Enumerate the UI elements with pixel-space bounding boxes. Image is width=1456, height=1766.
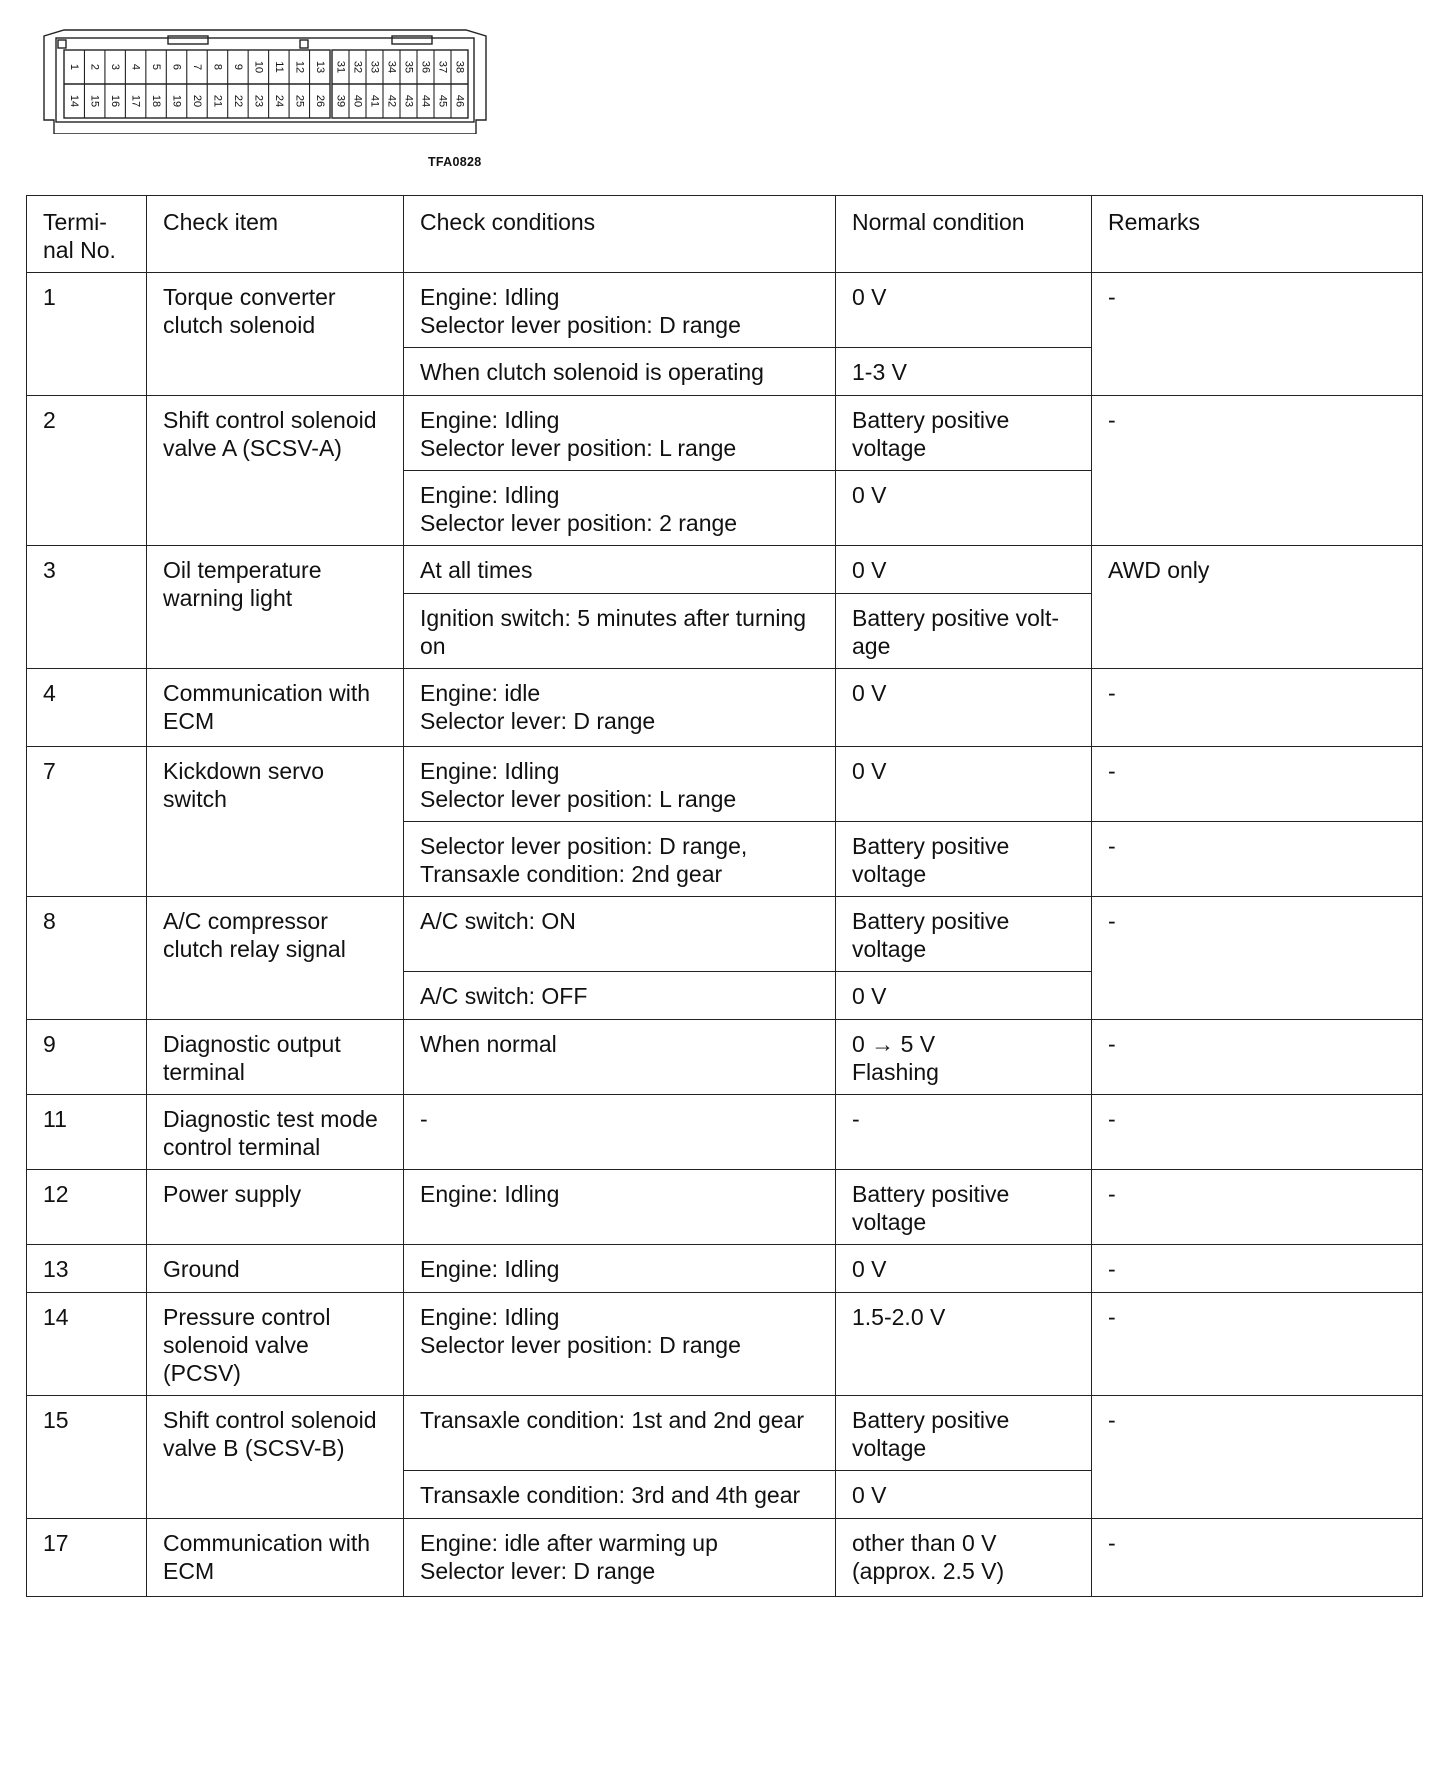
table-row bbox=[27, 546, 1423, 594]
check-condition: A/C switch: ON bbox=[404, 897, 836, 972]
pin-number: 40 bbox=[351, 94, 364, 108]
table-header-row bbox=[27, 196, 1423, 273]
normal-condition: Battery positive voltage bbox=[836, 897, 1092, 972]
pin-number: 2 bbox=[88, 63, 101, 71]
pin-number: 16 bbox=[109, 94, 122, 108]
pin-number: 11 bbox=[272, 61, 285, 73]
check-item: Power supply bbox=[147, 1170, 404, 1245]
check-item: Diagnostic output terminal bbox=[147, 1020, 404, 1095]
check-item: Pressure control solenoid valve (PCSV) bbox=[147, 1293, 404, 1396]
table-row bbox=[27, 747, 1423, 822]
pin-number: 21 bbox=[211, 94, 224, 108]
normal-condition: 0 V bbox=[836, 273, 1092, 348]
table-row bbox=[27, 1293, 1423, 1396]
normal-condition: 0 V bbox=[836, 546, 1092, 594]
normal-condition: other than 0 V (approx. 2.5 V) bbox=[836, 1519, 1092, 1597]
pin-number: 32 bbox=[351, 60, 364, 74]
terminal-number: 17 bbox=[27, 1519, 147, 1597]
terminal-number: 3 bbox=[27, 546, 147, 669]
remarks: - bbox=[1092, 396, 1423, 546]
terminal-number: 7 bbox=[27, 747, 147, 897]
pin-number: 46 bbox=[453, 94, 466, 108]
check-item: Shift control solenoid valve A (SCSV-A) bbox=[147, 396, 404, 546]
check-condition: Engine: idle Selector lever: D range bbox=[404, 669, 836, 747]
check-condition: Engine: idle after warming up Selector lever: D range bbox=[404, 1519, 836, 1597]
normal-condition: 1-3 V bbox=[836, 348, 1092, 396]
pin-number: 19 bbox=[170, 94, 183, 108]
normal-condition: 0 V bbox=[836, 972, 1092, 1020]
terminal-number: 12 bbox=[27, 1170, 147, 1245]
normal-condition: 0 V bbox=[836, 747, 1092, 822]
normal-condition: 0 V bbox=[836, 471, 1092, 546]
check-condition: Engine: Idling Selector lever position: D range bbox=[404, 273, 836, 348]
remarks: - bbox=[1092, 1519, 1423, 1597]
header-check-item: Check item bbox=[147, 196, 404, 273]
pin-number: 31 bbox=[334, 60, 347, 74]
normal-condition: 0 V bbox=[836, 669, 1092, 747]
check-item: A/C compressor clutch relay signal bbox=[147, 897, 404, 1020]
check-condition: Transaxle condition: 3rd and 4th gear bbox=[404, 1471, 836, 1519]
remarks: - bbox=[1092, 1396, 1423, 1519]
pin-number: 15 bbox=[88, 94, 101, 108]
pin-number: 13 bbox=[313, 60, 326, 74]
terminal-number: 13 bbox=[27, 1245, 147, 1293]
check-condition: Engine: Idling Selector lever position: 2 range bbox=[404, 471, 836, 546]
check-item: Shift control solenoid valve B (SCSV-B) bbox=[147, 1396, 404, 1519]
normal-condition: Battery positive voltage bbox=[836, 1396, 1092, 1471]
pin-number: 43 bbox=[402, 94, 415, 108]
pin-number: 35 bbox=[402, 60, 415, 74]
remarks: - bbox=[1092, 897, 1423, 1020]
terminal-check-table bbox=[26, 195, 1423, 1597]
pin-number: 42 bbox=[385, 94, 398, 108]
pin-number: 41 bbox=[368, 94, 381, 108]
remarks: - bbox=[1092, 1293, 1423, 1396]
check-condition: Engine: Idling Selector lever position: D range bbox=[404, 1293, 836, 1396]
check-condition: A/C switch: OFF bbox=[404, 972, 836, 1020]
check-item: Communication with ECM bbox=[147, 669, 404, 747]
pin-number: 38 bbox=[453, 60, 466, 74]
check-condition: Engine: Idling bbox=[404, 1245, 836, 1293]
pin-number: 3 bbox=[109, 63, 122, 71]
pin-number: 1 bbox=[68, 63, 81, 71]
check-condition: At all times bbox=[404, 546, 836, 594]
pin-number: 45 bbox=[436, 94, 449, 108]
pin-number: 22 bbox=[231, 94, 244, 108]
pin-number: 24 bbox=[272, 94, 285, 108]
check-item: Kickdown servo switch bbox=[147, 747, 404, 897]
remarks: - bbox=[1092, 747, 1423, 822]
pin-number: 14 bbox=[68, 94, 81, 108]
pin-number: 17 bbox=[129, 94, 142, 108]
pin-number: 36 bbox=[419, 60, 432, 74]
table-body bbox=[27, 273, 1423, 1597]
check-item: Communication with ECM bbox=[147, 1519, 404, 1597]
pin-number: 23 bbox=[252, 94, 265, 108]
normal-condition: - bbox=[836, 1095, 1092, 1170]
remarks: - bbox=[1092, 1245, 1423, 1293]
remarks: - bbox=[1092, 1170, 1423, 1245]
check-condition: Selector lever position: D range, Transaxle condition: 2nd gear bbox=[404, 822, 836, 897]
pin-number: 10 bbox=[252, 60, 265, 74]
pin-number: 37 bbox=[436, 60, 449, 74]
terminal-number: 8 bbox=[27, 897, 147, 1020]
table-row bbox=[27, 396, 1423, 471]
pin-number: 8 bbox=[211, 63, 224, 71]
remarks: - bbox=[1092, 1095, 1423, 1170]
pin-number: 20 bbox=[191, 94, 203, 108]
connector-diagram bbox=[40, 26, 492, 134]
figure-label: TFA0828 bbox=[428, 155, 482, 169]
header-normal-condition: Normal condition bbox=[836, 196, 1092, 273]
terminal-number: 15 bbox=[27, 1396, 147, 1519]
table-row bbox=[27, 1095, 1423, 1170]
check-item: Oil temperature warning light bbox=[147, 546, 404, 669]
pin-number: 12 bbox=[293, 60, 306, 74]
check-condition: Engine: Idling Selector lever position: L range bbox=[404, 747, 836, 822]
pin-number: 4 bbox=[129, 63, 142, 71]
table-row bbox=[27, 897, 1423, 972]
normal-condition: Battery positive voltage bbox=[836, 396, 1092, 471]
check-item: Diagnostic test mode control terminal bbox=[147, 1095, 404, 1170]
pin-number: 5 bbox=[150, 63, 163, 71]
table-row bbox=[27, 1519, 1423, 1597]
pin-number: 6 bbox=[170, 63, 183, 71]
remarks: - bbox=[1092, 273, 1423, 396]
pin-number: 26 bbox=[313, 94, 326, 108]
table-row bbox=[27, 1170, 1423, 1245]
header-terminal: Termi- nal No. bbox=[27, 196, 147, 273]
normal-condition: Battery positive voltage bbox=[836, 822, 1092, 897]
terminal-number: 11 bbox=[27, 1095, 147, 1170]
check-condition: Engine: Idling bbox=[404, 1170, 836, 1245]
header-check-conditions: Check conditions bbox=[404, 196, 836, 273]
table-row bbox=[27, 273, 1423, 348]
terminal-number: 9 bbox=[27, 1020, 147, 1095]
normal-condition: 0 V bbox=[836, 1471, 1092, 1519]
check-condition: Ignition switch: 5 minutes after turning on bbox=[404, 594, 836, 669]
normal-condition: 1.5-2.0 V bbox=[836, 1293, 1092, 1396]
check-condition: - bbox=[404, 1095, 836, 1170]
remarks: AWD only bbox=[1092, 546, 1423, 669]
table-row bbox=[27, 1396, 1423, 1471]
pin-number: 18 bbox=[150, 94, 163, 108]
pin-number: 7 bbox=[191, 63, 203, 71]
terminal-number: 4 bbox=[27, 669, 147, 747]
pin-number: 44 bbox=[419, 94, 432, 108]
remarks: - bbox=[1092, 1020, 1423, 1095]
table-row bbox=[27, 1245, 1423, 1293]
check-item: Torque converter clutch solenoid bbox=[147, 273, 404, 396]
check-condition: Engine: Idling Selector lever position: L range bbox=[404, 396, 836, 471]
pin-number: 9 bbox=[231, 63, 244, 71]
terminal-number: 14 bbox=[27, 1293, 147, 1396]
pin-number: 25 bbox=[293, 94, 306, 108]
pin-number: 39 bbox=[334, 94, 347, 108]
table-row bbox=[27, 1020, 1423, 1095]
remarks: - bbox=[1092, 822, 1423, 897]
terminal-number: 1 bbox=[27, 273, 147, 396]
check-condition: Transaxle condition: 1st and 2nd gear bbox=[404, 1396, 836, 1471]
normal-condition: 0 V bbox=[836, 1245, 1092, 1293]
pin-number: 33 bbox=[368, 60, 381, 74]
check-item: Ground bbox=[147, 1245, 404, 1293]
header-remarks: Remarks bbox=[1092, 196, 1423, 273]
remarks: - bbox=[1092, 669, 1423, 747]
table-row bbox=[27, 669, 1423, 747]
terminal-number: 2 bbox=[27, 396, 147, 546]
normal-condition: Battery positive voltage bbox=[836, 1170, 1092, 1245]
check-condition: When normal bbox=[404, 1020, 836, 1095]
normal-condition: 0 → 5 V Flashing bbox=[836, 1020, 1092, 1095]
pin-number: 34 bbox=[385, 60, 398, 74]
check-condition: When clutch solenoid is operating bbox=[404, 348, 836, 396]
normal-condition: Battery positive volt- age bbox=[836, 594, 1092, 669]
